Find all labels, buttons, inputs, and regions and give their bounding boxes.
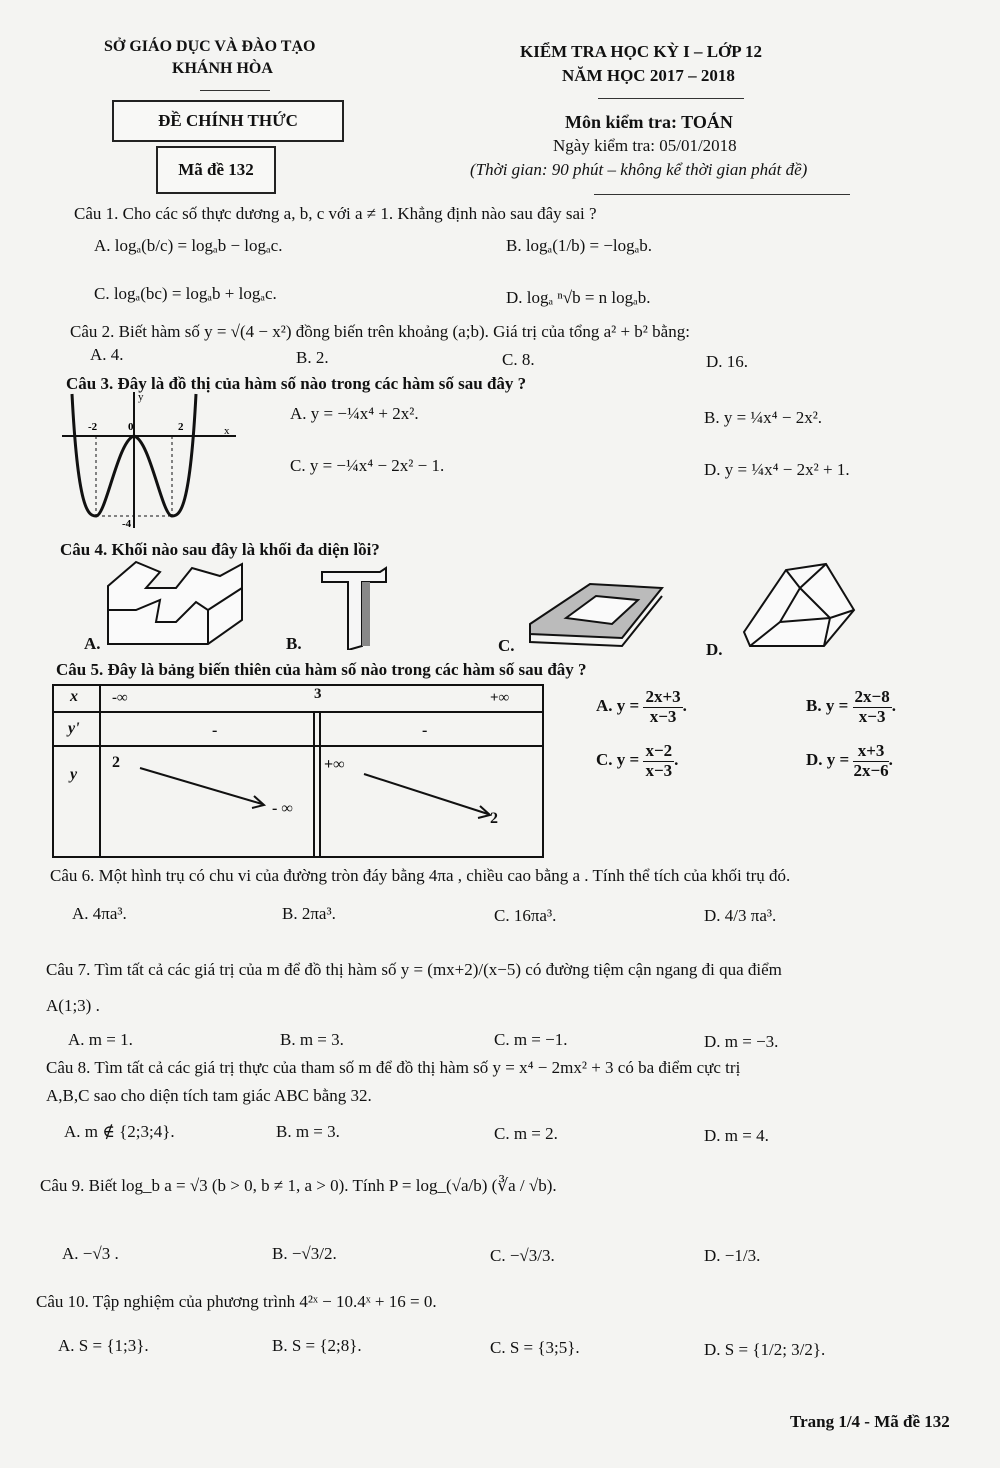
q9-option-d: D. −1/3. [704,1246,761,1265]
q2-option-a: A. 4. [90,345,124,364]
q7-option-c: C. m = −1. [494,1030,568,1049]
vt-y-neginf: - ∞ [272,800,293,817]
page-footer: Trang 1/4 - Mã đề 132 [790,1412,950,1431]
q5-option-b: B. y = $\frac{2x-8}{x-3}$ . [806,687,896,726]
graph-tick-neg2: -2 [88,421,98,433]
graph-x-label: x [224,425,230,437]
q7-option-a: A. m = 1. [68,1030,133,1049]
q3-graph [58,390,238,530]
q5-option-a: A. y = $\frac{2x+3}{x-3}$ . [596,687,687,726]
q6-option-a: A. 4πa³. [72,904,127,923]
q6-stem: Câu 6. Một hình trụ có chu vi của đường tròn đáy bằng 4πa , chiều cao bằng a . Tính thể tích của khối trụ đó. [50,866,791,885]
q3-stem: Câu 3. Đây là đồ thị của hàm số nào trong các hàm số sau đây ? [66,374,527,393]
q7-option-b: B. m = 3. [280,1030,344,1049]
q4-figure-a [96,558,246,650]
q10-option-a: A. S = {1;3}. [58,1336,149,1355]
vt-yprime-left: - [212,722,218,739]
graph-tick-pos2: 2 [178,421,184,433]
q3-option-d: D. y = ¼x⁴ − 2x² + 1. [704,460,850,479]
dept-line2: KHÁNH HÒA [172,60,273,77]
vt-y-2: 2 [112,754,120,771]
graph-tick-neg4: -4 [122,518,132,530]
vt-y-label: y [70,766,78,783]
dept-line1: SỞ GIÁO DỤC VÀ ĐÀO TẠO [104,38,316,55]
q7-option-d: D. m = −3. [704,1032,779,1051]
q10-option-d: D. S = {1/2; 3/2}. [704,1340,826,1359]
q10-option-c: C. S = {3;5}. [490,1338,580,1357]
exam-title: KIỂM TRA HỌC KỲ I – LỚP 12 [520,42,762,61]
q1-option-b: B. logₐ(1/b) = −logₐb. [506,236,653,255]
q2-stem: Câu 2. Biết hàm số y = √(4 − x²) đồng biến trên khoảng (a;b). Giá trị của tổng a² + b² bằng: [70,322,690,341]
q5-option-d: D. y = $\frac{x+3}{2x-6}$ . [806,741,893,780]
q3-option-c: C. y = −¼x⁴ − 2x² − 1. [290,456,445,475]
vt-x-label: x [70,688,78,705]
graph-origin-label: 0 [128,421,134,433]
q6-option-d: D. 4/3 πa³. [704,906,777,925]
q8-option-c: C. m = 2. [494,1124,558,1143]
q9-option-a: A. −√3 . [62,1244,119,1263]
q8-option-b: B. m = 3. [276,1122,340,1141]
q7-stem-line2: A(1;3) . [46,996,100,1015]
q2-option-c: C. 8. [502,350,535,369]
q4-figure-b [318,566,388,650]
q4-label-a: A. [84,634,101,653]
q1-option-a: A. logₐ(b/c) = logₐb − logₐc. [94,236,283,255]
q4-label-b: B. [286,634,302,653]
q4-stem: Câu 4. Khối nào sau đây là khối đa diện lồi? [60,540,380,559]
q5-option-c: C. y = $\frac{x-2}{x-3}$ . [596,741,679,780]
q8-option-d: D. m = 4. [704,1126,769,1145]
q8-option-a: A. m ∉ {2;3;4}. [64,1122,175,1141]
vt-yprime-label: y' [68,720,80,737]
subject: Môn kiểm tra: TOÁN [565,112,733,132]
q4-figure-c [526,578,666,650]
q3-option-a: A. y = −¼x⁴ + 2x². [290,404,419,423]
variation-table [52,684,544,858]
q7-stem-line1: Câu 7. Tìm tất cả các giá trị của m để đồ thị hàm số y = (mx+2)/(x−5) có đường tiệm cận ngang đi qua điểm [46,960,782,979]
vt-yprime-right: - [422,722,428,739]
vt-x-neginf: -∞ [112,690,128,706]
q8-stem-line2: A,B,C sao cho diện tích tam giác ABC bằng 32. [46,1086,372,1105]
q5-stem: Câu 5. Đây là bảng biến thiên của hàm số nào trong các hàm số sau đây ? [56,660,587,679]
school-year: NĂM HỌC 2017 – 2018 [562,66,735,85]
q9-option-c: C. −√3/3. [490,1246,555,1265]
q8-stem-line1: Câu 8. Tìm tất cả các giá trị thực của tham số m để đồ thị hàm số y = x⁴ − 2mx² + 3 có ba điểm cực trị [46,1058,741,1077]
duration: (Thời gian: 90 phút – không kể thời gian phát đề) [470,160,808,179]
vt-y-posinf: +∞ [324,756,345,773]
q9-option-b: B. −√3/2. [272,1244,337,1263]
q10-stem: Câu 10. Tập nghiệm của phương trình 4²ˣ − 10.4ˣ + 16 = 0. [36,1292,437,1311]
q1-option-d: D. logₐ ⁿ√b = n logₐb. [506,288,651,307]
vt-x-posinf: +∞ [490,690,510,706]
q4-label-c: C. [498,636,515,655]
q6-option-b: B. 2πa³. [282,904,336,923]
q1-option-c: C. logₐ(bc) = logₐb + logₐc. [94,284,277,303]
q3-option-b: B. y = ¼x⁴ − 2x². [704,408,823,427]
exam-date: Ngày kiểm tra: 05/01/2018 [553,136,737,155]
q9-stem: Câu 9. Biết log_b a = √3 (b > 0, b ≠ 1, a > 0). Tính P = log_(√a/b) (∛a / √b). [40,1176,557,1195]
q10-option-b: B. S = {2;8}. [272,1336,362,1355]
vt-y-2b: 2 [490,810,498,827]
q4-label-d: D. [706,640,723,659]
q2-option-b: B. 2. [296,348,329,367]
q4-figure-d [740,560,860,652]
q1-stem: Câu 1. Cho các số thực dương a, b, c với a ≠ 1. Khẳng định nào sau đây sai ? [74,204,597,223]
official-stamp: ĐỀ CHÍNH THỨC [112,100,344,142]
vt-x-3: 3 [314,686,322,702]
graph-y-label: y [138,391,144,403]
q2-option-d: D. 16. [706,352,749,371]
exam-code-box: Mã đề 132 [156,146,276,194]
q6-option-c: C. 16πa³. [494,906,557,925]
